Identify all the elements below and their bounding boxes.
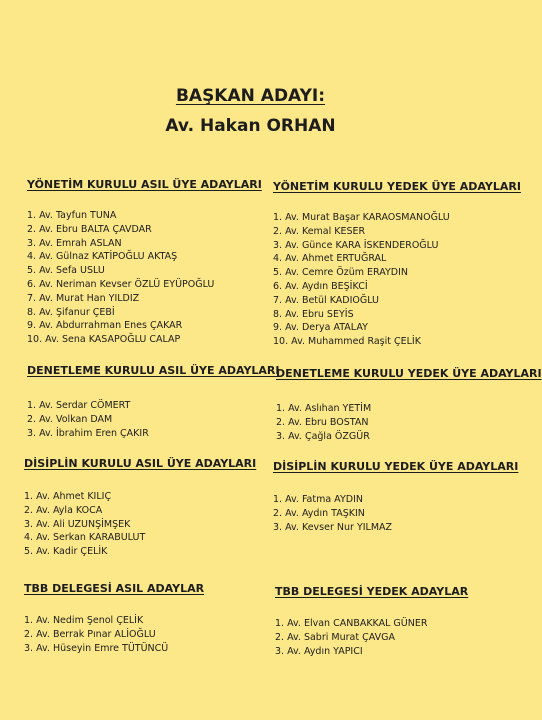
section-yk-yedek: [273, 180, 521, 349]
list-item: 5. Av. Sefa USLU: [27, 265, 105, 277]
section-dk-asil: [27, 364, 280, 440]
section-dk-yedek: [276, 367, 542, 443]
list-item: 6. Av. Neriman Kevser ÖZLÜ EYÜPOĞLU: [27, 278, 215, 290]
list-item: 2. Av. Volkan DAM: [27, 413, 113, 425]
list-item: 1. Av. Murat Başar KARAOSMANOĞLU: [273, 212, 450, 223]
list-item: 1. Av. Nedim Şenol ÇELİK: [24, 615, 144, 626]
candidate-list: [273, 211, 521, 349]
candidate-name: Av. Hakan ORHAN: [165, 116, 336, 136]
list-item: 2. Av. Ebru BOSTAN: [276, 416, 369, 428]
section-heading: YÖNETİM KURULU ASIL ÜYE ADAYLARI: [27, 178, 262, 191]
list-item: 8. Av. Şifanur ÇEBİ: [27, 306, 115, 318]
section-heading: YÖNETİM KURULU YEDEK ÜYE ADAYLARI: [273, 180, 521, 193]
list-item: 7. Av. Betül KADIOĞLU: [273, 294, 380, 306]
section-heading: TBB DELEGESİ YEDEK ADAYLAR: [275, 585, 469, 598]
candidate-list: [27, 209, 262, 347]
page-title: BAŞKAN ADAYI:: [175, 86, 326, 106]
list-item: 1. Av. Tayfun TUNA: [27, 210, 117, 221]
list-item: 3. Av. Günce KARA İSKENDEROĞLU: [273, 239, 439, 251]
list-item: 3. Av. Emrah ASLAN: [27, 237, 122, 249]
list-item: 3. Av. İbrahim Eren ÇAKIR: [27, 427, 149, 439]
list-item: 1. Av. Fatma AYDIN: [273, 494, 363, 505]
candidate-list: [275, 617, 468, 658]
section-heading: DİSİPLİN KURULU ASIL ÜYE ADAYLARI: [24, 457, 257, 470]
section-tbb-yedek: [275, 585, 468, 658]
list-item: 10. Av. Muhammed Raşit ÇELİK: [273, 336, 421, 348]
list-item: 1. Av. Elvan CANBAKKAL GÜNER: [275, 618, 428, 629]
list-item: 6. Av. Aydın BEŞİKCİ: [273, 280, 368, 292]
section-heading: TBB DELEGESİ ASIL ADAYLAR: [24, 582, 205, 595]
list-item: 10. Av. Sena KASAPOĞLU CALAP: [27, 334, 181, 346]
list-item: 4. Av. Ahmet ERTUĞRAL: [273, 253, 387, 265]
list-item: 4. Av. Serkan KARABULUT: [24, 532, 146, 544]
list-item: 3. Av. Kevser Nur YILMAZ: [273, 521, 393, 533]
list-item: 9. Av. Abdurrahman Enes ÇAKAR: [27, 320, 183, 332]
list-item: 2. Av. Kemal KESER: [273, 225, 366, 237]
list-item: 5. Av. Kadir ÇELİK: [24, 546, 108, 558]
list-item: 3. Av. Ali UZUNŞİMŞEK: [24, 518, 131, 530]
list-item: 1. Av. Ahmet KILIÇ: [24, 491, 112, 502]
list-item: 4. Av. Gülnaz KATİPOĞLU AKTAŞ: [27, 251, 178, 263]
list-item: 5. Av. Cemre Özüm ERAYDIN: [273, 267, 409, 279]
candidate-list: [24, 614, 204, 655]
section-yk-asil: [27, 178, 262, 347]
section-heading: DENETLEME KURULU ASIL ÜYE ADAYLARI: [27, 364, 280, 377]
candidate-list: [276, 402, 542, 443]
list-item: 3. Av. Hüseyin Emre TÜTÜNCÜ: [24, 642, 169, 654]
list-item: 1. Av. Serdar CÖMERT: [27, 400, 131, 411]
list-item: 2. Av. Ayla KOCA: [24, 504, 103, 516]
section-heading: DİSİPLİN KURULU YEDEK ÜYE ADAYLARI: [273, 460, 519, 473]
list-item: 9. Av. Derya ATALAY: [273, 322, 368, 334]
list-item: 1. Av. Aslıhan YETİM: [276, 403, 372, 414]
candidate-list: [273, 493, 518, 534]
section-disiplin-asil: [24, 457, 256, 559]
section-tbb-asil: [24, 582, 204, 655]
candidate-list: [24, 490, 256, 559]
list-item: 3. Av. Aydın YAPICI: [275, 645, 363, 657]
section-disiplin-yedek: [273, 460, 518, 534]
list-item: 2. Av. Ebru BALTA ÇAVDAR: [27, 223, 152, 235]
list-item: 3. Av. Çağla ÖZGÜR: [276, 430, 370, 442]
list-item: 7. Av. Murat Han YILDIZ: [27, 292, 140, 304]
list-item: 2. Av. Berrak Pınar ALİOĞLU: [24, 628, 156, 640]
list-item: 2. Av. Aydın TAŞKIN: [273, 507, 365, 519]
list-item: 2. Av. Sabri Murat ÇAVGA: [275, 631, 395, 643]
list-item: 8. Av. Ebru SEYİS: [273, 308, 354, 320]
section-heading: DENETLEME KURULU YEDEK ÜYE ADAYLARI: [276, 367, 542, 380]
candidate-list: [27, 399, 280, 440]
